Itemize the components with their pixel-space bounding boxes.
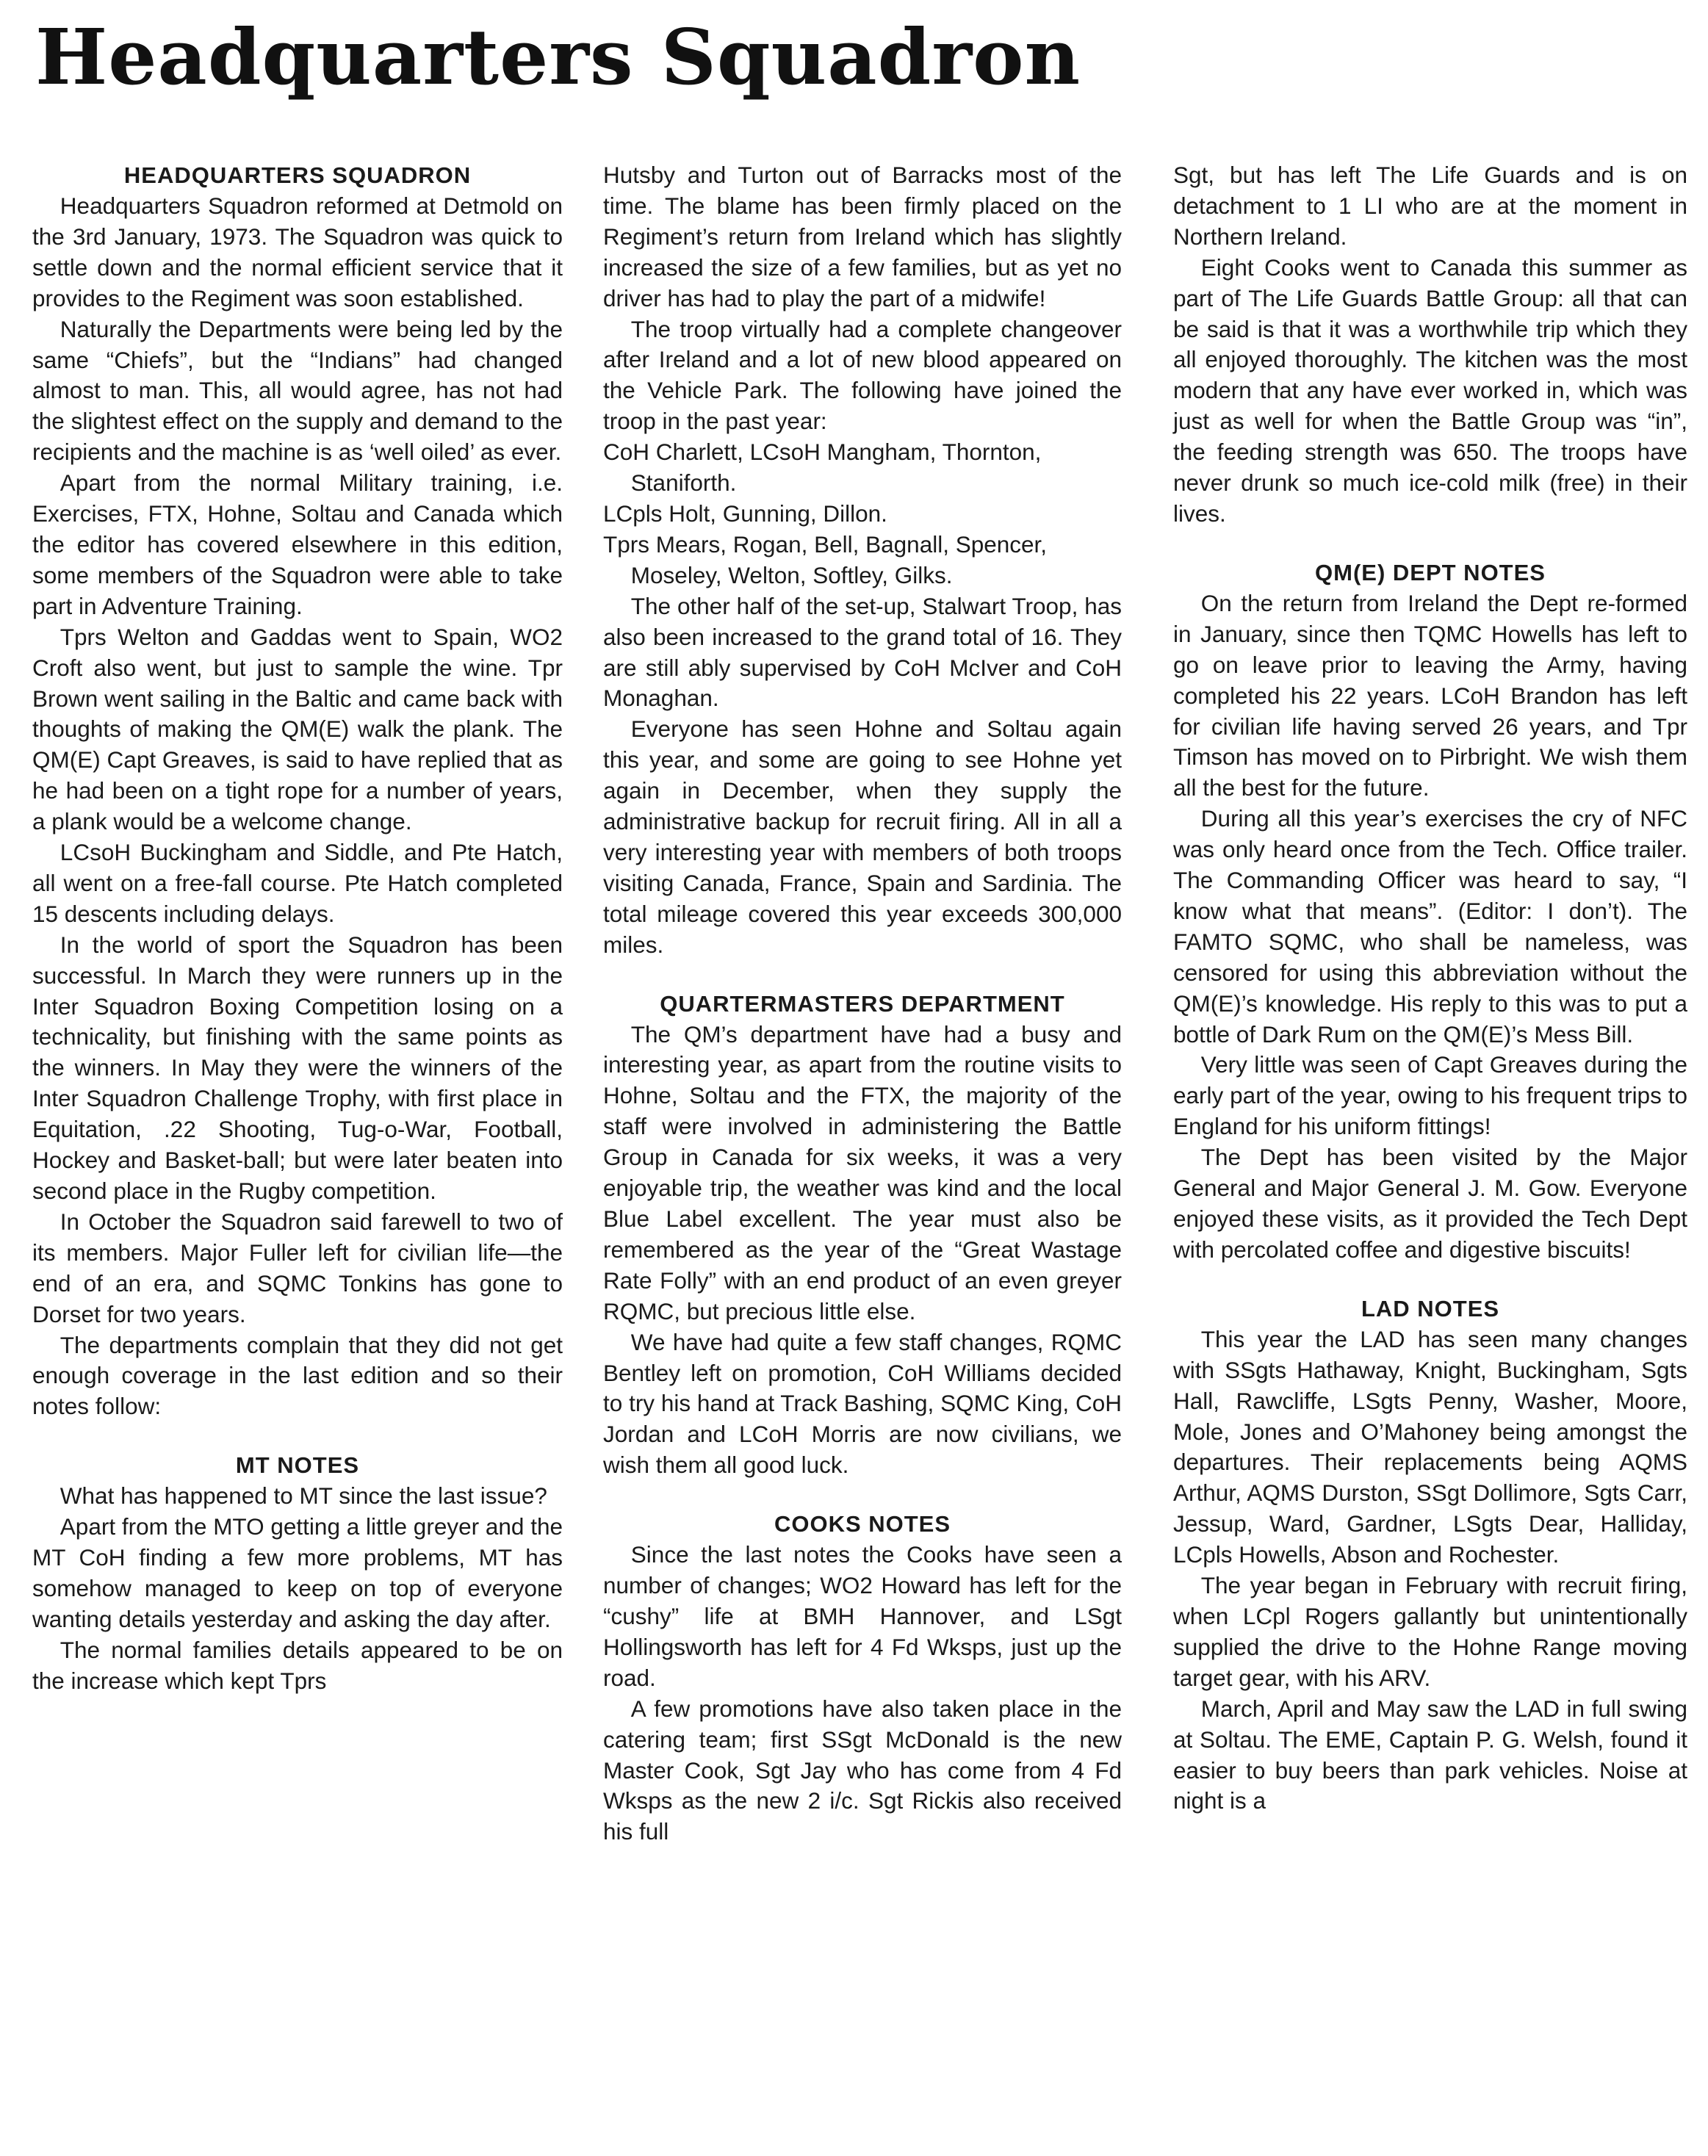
paragraph: Apart from the normal Military training, i.e. Exercises, FTX, Hohne, Soltau and Canada which the editor has covered elsewhere in this edition, some members of the Squadron were able to take part in Adventure Training. bbox=[32, 469, 563, 619]
paragraph: The QM’s department have had a busy and interesting year, as apart from the routine visits to Hohne, Soltau and the FTX, the majority of the staff were involved in administering the Battle Group in Canada for six weeks, it was a very enjoyable trip, the weather was kind and the local Blue Label excellent. The year must also be remembered as the year of the “Great Wastage Rate Folly” with an end product of an even greyer RQMC, but precious little else. bbox=[603, 1020, 1122, 1324]
paragraph: Naturally the Departments were being led by the same “Chiefs”, but the “Indians” had changed almost to man. This, all would agree, has not had the slightest effect on the supply and demand to the recipients and the machine is as ‘well oiled’ as ever. bbox=[32, 315, 563, 466]
paragraph: In the world of sport the Squadron has been successful. In March they were runners up in the Inter Squadron Boxing Competition losing on a technicality, but finishing with the same points as the winners. In May they were the winners of the Inter Squadron Challenge Trophy, with first place in Equitation, .22 Shooting, Tug-o-War, Football, Hockey and Basket-ball; but were later beaten into second place in the Rugby competition. bbox=[32, 931, 563, 1204]
article-column-3 bbox=[1173, 160, 1687, 1817]
paragraph: In October the Squadron said farewell to two of its members. Major Fuller left for civilian life—the end of an era, and SQMC Tonkins has gone to Dorset for two years. bbox=[32, 1208, 563, 1327]
heading-quartermasters-department: QUARTERMASTERS DEPARTMENT bbox=[660, 990, 1065, 1017]
paragraph: Apart from the MTO getting a little greyer and the MT CoH finding a few more problems, MT has somehow managed to keep on top of everyone wanting details yesterday and asking the day after. bbox=[32, 1513, 563, 1632]
paragraph: Since the last notes the Cooks have seen a number of changes; WO2 Howard has left for the “cushy” life at BMH Hannover, and LSgt Hollingsworth has left for 4 Fd Wksps, just up the road. bbox=[603, 1541, 1122, 1691]
paragraph: March, April and May saw the LAD in full swing at Soltau. The EME, Captain P. G. Welsh, found it easier to buy beers than park vehicles. Noise at night is a bbox=[1173, 1695, 1687, 1814]
paragraph: During all this year’s exercises the cry of NFC was only heard once from the Tech. Office trailer. The Commanding Officer was heard to say, “I know what that means”. (Editor: I don’t). The FAMTO SQMC, who shall be nameless, was censored for using this abbreviation without the QM(E)’s knowledge. His reply to this was to put a bottle of Dark Rum on the QM(E)’s Mess Bill. bbox=[1173, 805, 1687, 1048]
paragraph: The year began in February with recruit firing, when LCpl Rogers gallantly but unintentionally supplied the drive to the Hohne Range moving target gear, with his ARV. bbox=[1173, 1572, 1687, 1691]
paragraph: What has happened to MT since the last issue? bbox=[60, 1482, 547, 1510]
paragraph: The departments complain that they did not get enough coverage in the last edition and so their notes follow: bbox=[32, 1331, 563, 1420]
article-column-1 bbox=[32, 160, 563, 1697]
paragraph: Very little was seen of Capt Greaves during the early part of the year, owing to his frequent trips to England for his uniform fittings! bbox=[1173, 1051, 1687, 1140]
paragraph: We have had quite a few staff changes, RQMC Bentley left on promotion, CoH Williams decided to try his hand at Track Bashing, SQMC King, CoH Jordan and LCoH Morris are now civilians, we wish them all good luck. bbox=[603, 1328, 1122, 1479]
paragraph: Tprs Welton and Gaddas went to Spain, WO2 Croft also went, but just to sample the wine. Tpr Brown went sailing in the Baltic and came back with thoughts of making the QM(E) walk the plank. The QM(E) Capt Greaves, is said to have replied that as he had been on a tight rope for a number of years, a plank would be a welcome change. bbox=[32, 623, 563, 835]
paragraph: Everyone has seen Hohne and Soltau again this year, and some are going to see Hohne yet again in December, when they supply the administrative backup for recruit firing. All in all a very interesting year with members of both troops visiting Canada, France, Spain and Sardinia. The total mileage covered this year exceeds 300,000 miles. bbox=[603, 715, 1122, 958]
paragraph: This year the LAD has seen many changes with SSgts Hathaway, Knight, Buckingham, Sgts Hall, Rawcliffe, LSgts Penny, Washer, Moore, Mole, Jones and O’Mahoney being amongst the departures. Their replacements being AQMS Arthur, AQMS Durston, SSgt Dollimore, Sgts Carr, Jessup, Ward, Gardner, LSgts Dear, Halliday, LCpls Howells, Abson and Rochester. bbox=[1173, 1325, 1687, 1568]
article-column-2 bbox=[603, 160, 1122, 1847]
list-item: LCpls Holt, Gunning, Dillon. bbox=[603, 500, 887, 527]
list-item: CoH Charlett, LCsoH Mangham, Thornton, Staniforth. bbox=[603, 439, 1042, 497]
paragraph: LCsoH Buckingham and Siddle, and Pte Hatch, all went on a free-fall course. Pte Hatch completed 15 descents including delays. bbox=[32, 839, 563, 927]
heading-headquarters-squadron: HEADQUARTERS SQUADRON bbox=[123, 162, 472, 188]
paragraph: Hutsby and Turton out of Barracks most of the time. The blame has been firmly placed on the Regiment’s return from Ireland which has slightly increased the size of a few families, but as yet no driver has had to play the part of a midwife! bbox=[603, 162, 1122, 311]
page-title: Headquarters Squadron bbox=[35, 12, 1081, 102]
paragraph: Headquarters Squadron reformed at Detmold on the 3rd January, 1973. The Squadron was quick to settle down and the normal efficient service that it provides to the Regiment was soon established. bbox=[32, 192, 563, 311]
heading-lad-notes: LAD NOTES bbox=[1361, 1295, 1500, 1322]
list-item: Tprs Mears, Rogan, Bell, Bagnall, Spencer, Moseley, Welton, Softley, Gilks. bbox=[603, 530, 1048, 588]
heading-cooks-notes: COOKS NOTES bbox=[774, 1511, 951, 1537]
heading-mt-notes: MT NOTES bbox=[235, 1452, 360, 1479]
paragraph: On the return from Ireland the Dept re-formed in January, since then TQMC Howells has left to go on leave prior to leaving the Army, having completed his 22 years. LCoH Brandon has left for civilian life having served 26 years, and Tpr Timson has moved on to Pirbright. We wish them all the best for the future. bbox=[1173, 589, 1687, 801]
paragraph: The normal families details appeared to be on the increase which kept Tprs bbox=[32, 1636, 563, 1694]
paragraph: Sgt, but has left The Life Guards and is on detachment to 1 LI who are at the moment in Northern Ireland. bbox=[1173, 162, 1687, 250]
heading-qme-dept-notes: QM(E) DEPT NOTES bbox=[1315, 559, 1546, 585]
paragraph: The other half of the set-up, Stalwart Troop, has also been increased to the grand total of 16. They are still ably supervised by CoH McIver and CoH Monaghan. bbox=[603, 592, 1122, 712]
paragraph: Eight Cooks went to Canada this summer as part of The Life Guards Battle Group: all that can be said is that it was a worthwhile trip which they all enjoyed thoroughly. The kitchen was the most modern that any have ever worked in, which was just as well for when the Battle Group was “in”, the feeding strength was 650. The troops have never drunk so much ice-cold milk (free) in their lives. bbox=[1173, 253, 1687, 527]
paragraph: The troop virtually had a complete changeover after Ireland and a lot of new blood appeared on the Vehicle Park. The following have joined the troop in the past year: bbox=[603, 315, 1122, 435]
paragraph: The Dept has been visited by the Major General and Major General J. M. Gow. Everyone enjoyed these visits, as it provided the Tech Dept with percolated coffee and digestive biscuits! bbox=[1173, 1144, 1687, 1263]
paragraph: A few promotions have also taken place in the catering team; first SSgt McDonald is the new Master Cook, Sgt Jay who has come from 4 Fd Wksps as the new 2 i/c. Sgt Rickis also received his full bbox=[603, 1695, 1122, 1845]
